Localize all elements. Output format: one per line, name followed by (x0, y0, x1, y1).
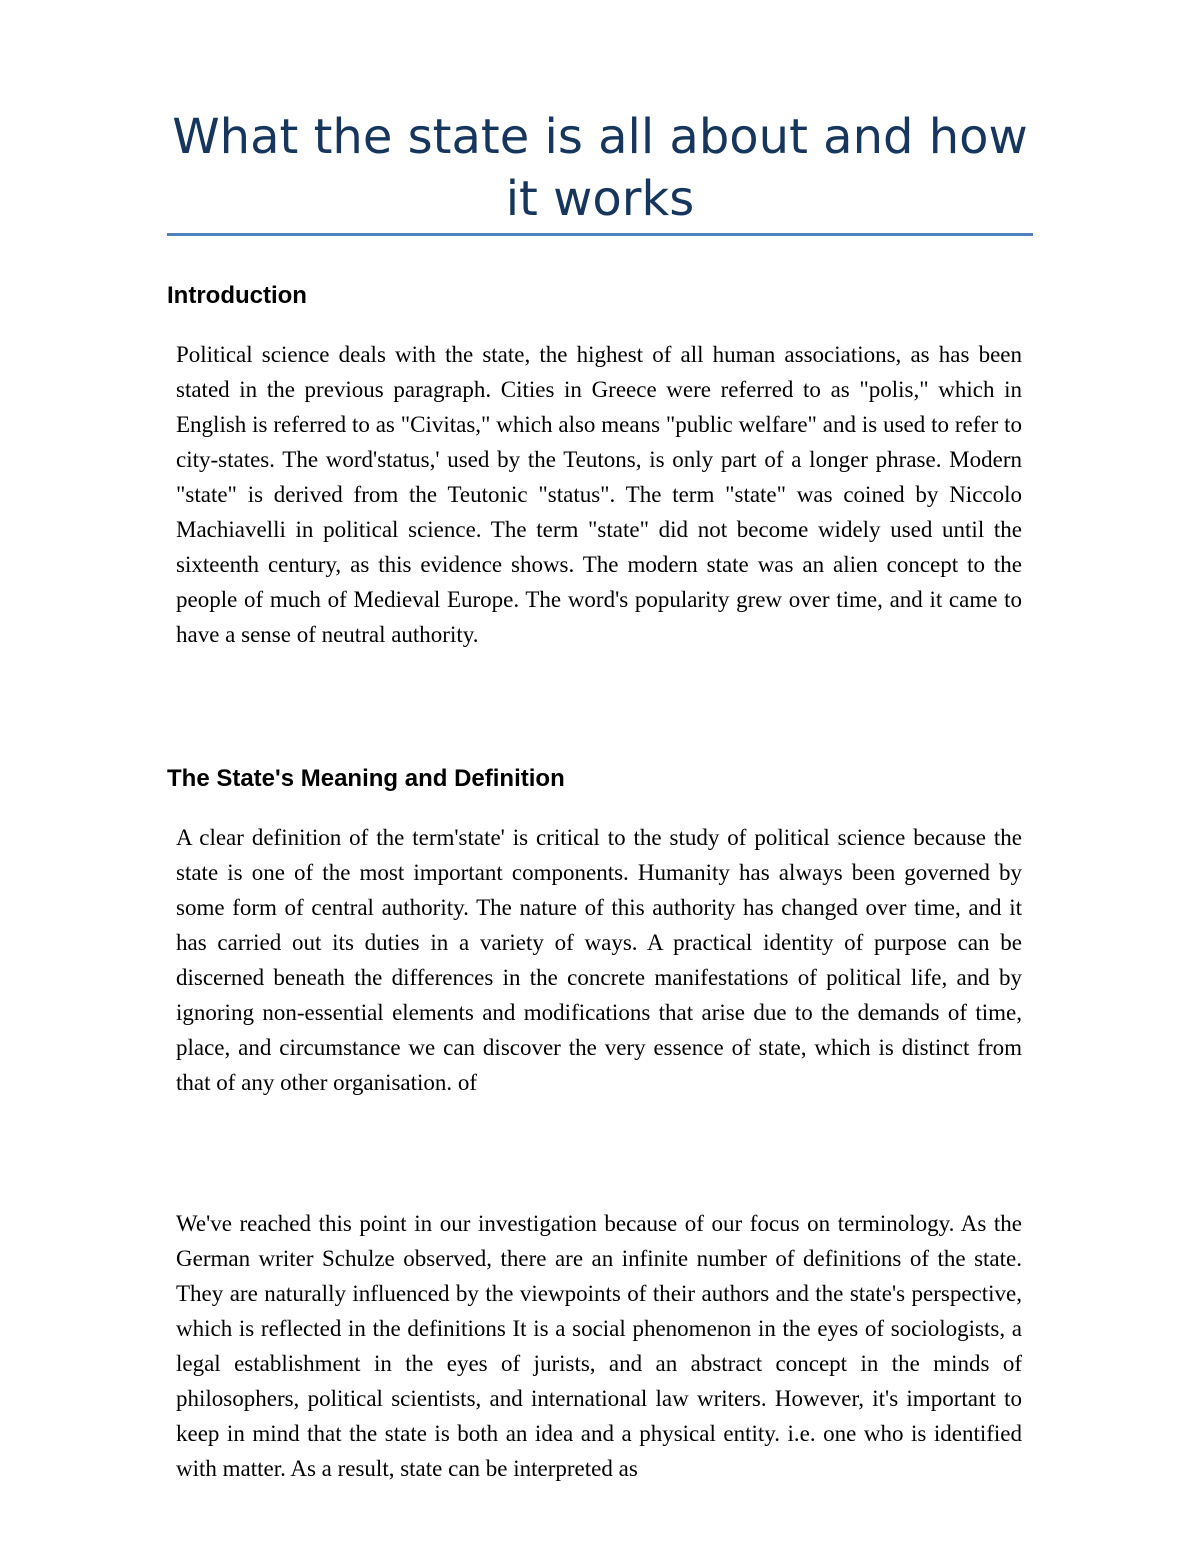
meaning-paragraph-2: We've reached this point in our investigation because of our focus on terminology. As the German writer Schulze observed, there are an infinite number of definitions of the state. They are naturally influenced by the viewpoints of their authors and the state's perspective, which is reflected in the definitions It is a social phenomenon in the eyes of sociologists, a legal establishment in the eyes of jurists, and an abstract concept in the minds of philosophers, political scientists, and international law writers. However, it's important to keep in mind that the state is both an idea and a physical entity. i.e. one who is identified with matter. As a result, state can be interpreted as (176, 1211, 1022, 1481)
document-title: What the state is all about and how it works (172, 109, 1028, 227)
meaning-paragraph-1: A clear definition of the term'state' is critical to the study of political science because the state is one of the most important components. Humanity has always been governed by some form of central authority. The nature of this authority has changed over time, and it has carried out its duties in a variety of ways. A practical identity of purpose can be discerned beneath the differences in the concrete manifestations of political life, and by ignoring non-essential elements and modifications that arise due to the demands of time, place, and circumstance we can discover the very essence of state, which is distinct from that of any other organisation. of (176, 825, 1022, 1095)
title-underline-rule (167, 233, 1033, 236)
introduction-paragraph: Political science deals with the state, the highest of all human associations, as has been stated in the previous paragraph. Cities in Greece were referred to as "polis," which in English is referred to as "Civitas," which also means "public welfare" and is used to refer to city-states. The word'status,' used by the Teutons, is only part of a longer phrase. Modern "state" is derived from the Teutonic "status". The term "state" was coined by Niccolo Machiavelli in political science. The term "state" did not become widely used until the sixteenth century, as this evidence shows. The modern state was an alien concept to the people of much of Medieval Europe. The word's popularity grew over time, and it came to have a sense of neutral authority. (176, 342, 1022, 647)
section-heading-introduction: Introduction (167, 282, 307, 309)
section-heading-meaning-definition: The State's Meaning and Definition (167, 765, 565, 792)
